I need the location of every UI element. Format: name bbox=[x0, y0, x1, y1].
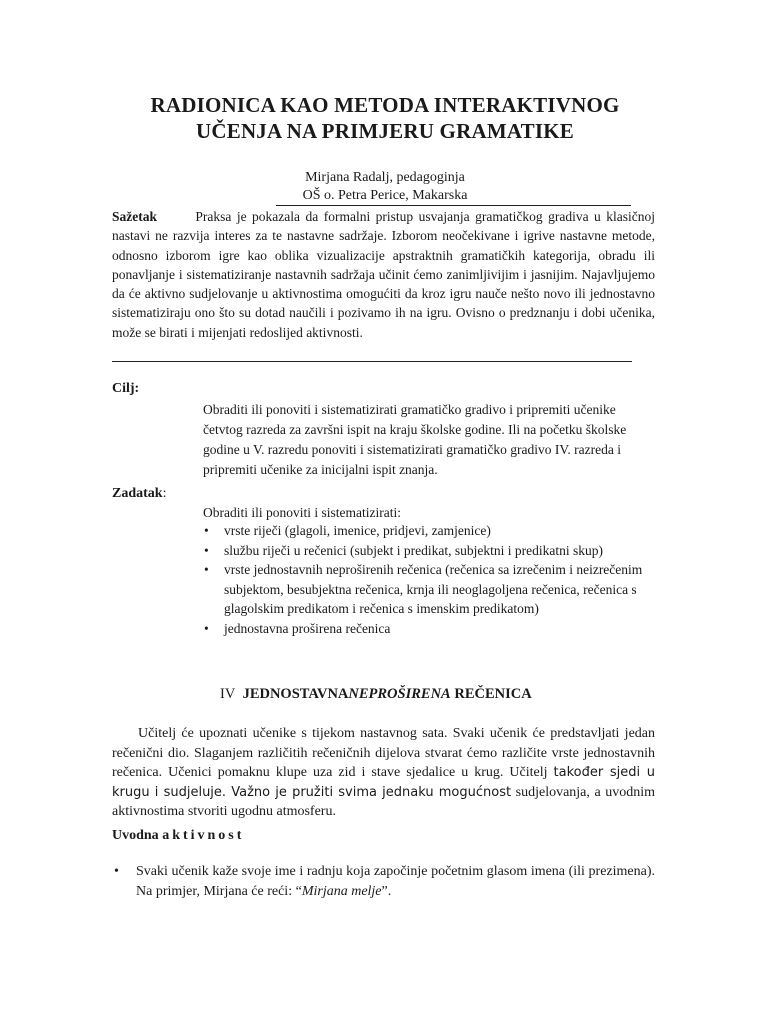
list-item-text: vrste jednostavnih neproširenih rečenica (rečenica sa izrečenim i neizrečenim subjektom, besubjektna rečenica, krnja ili neoglagoljena rečenica, rečenica s glagolskim predikatom i rečenica s imenskim predikatom) bbox=[224, 562, 643, 616]
bullet-icon: • bbox=[204, 562, 209, 577]
section-heading-part1: JEDNOSTAVNA bbox=[242, 686, 349, 702]
section-heading-part3: REČENICA bbox=[454, 686, 532, 702]
title-line-2: UČENJA NA PRIMJERU GRAMATIKE bbox=[196, 119, 574, 143]
abstract-text: Praksa je pokazala da formalni pristup usvajanja gramatičkog gradiva u klasičnoj nastavi ne razvija interes za te nastavne sadržaje. Izborom neočekivane i igrive nastavne metode, odnosno izborom igre kao oblika vizualizacije apstraktnih gramatičkih kategorija, obradu ili ponavljanje i sistematiziranje nastavnih sadržaja učinit ćemo zanimljivijim i jasnijim. Najavljujemo da će aktivno sudjelovanje u aktivnostima omogućiti da kroz igru nauče nešto novo ili jednostavno sistematiziraju ono što su dotad naučili i pozivamo ih na igru. Ovisno o predznanju i dobi učenika, može se birati i mijenjati redoslijed aktivnosti. bbox=[112, 209, 656, 340]
goal-text: Obraditi ili ponoviti i sistematizirati gramatičko gradivo i pripremiti učenike četvtog razreda za završni ispit na kraju školske godine. Ili na početku školske godine u V. razredu ponoviti i sistematizirati gramatičko gradivo IV. razreda i pripremiti učenike za inicijalni ispit znanja. bbox=[203, 402, 627, 477]
list-item-text: službu riječi u rečenici (subjekt i predikat, subjektni i predikatni skup) bbox=[224, 542, 604, 558]
body-paragraph bbox=[112, 724, 655, 822]
list-item bbox=[203, 560, 673, 619]
intro-activity-heading bbox=[112, 828, 244, 844]
intro-item-end: ”. bbox=[381, 884, 392, 899]
divider-top bbox=[276, 205, 631, 206]
author-name: Mirjana Radalj, pedagoginja bbox=[305, 170, 465, 185]
author-block bbox=[200, 169, 570, 205]
section-heading-part2: NEPROŠIRENA bbox=[348, 686, 451, 702]
school-name: OŠ o. Petra Perice, Makarska bbox=[302, 188, 468, 203]
paragraph-part-2: također sjedi u krugu i sudjeluje. Važno je pružiti svima jednaku mogućnost bbox=[112, 765, 655, 800]
task-intro: Obraditi ili ponoviti i sistematizirati: bbox=[203, 505, 401, 520]
bullet-icon: • bbox=[204, 542, 209, 558]
list-item bbox=[203, 521, 673, 541]
task-label bbox=[112, 486, 166, 502]
task-label-colon: : bbox=[162, 486, 167, 501]
intro-activity-item bbox=[112, 862, 655, 902]
list-item-text: jednostavna proširena rečenica bbox=[224, 620, 391, 636]
bullet-icon: • bbox=[204, 620, 209, 636]
abstract-label: Sažetak bbox=[112, 209, 157, 224]
intro-item-text: Svaki učenik kaže svoje ime i radnju koja započinje početnim glasom imena (ili prezimena). Na primjer, Mirjana će reći: “ bbox=[136, 864, 655, 899]
paragraph-part-3: sudjelovanja, a uvodnim aktivnostima stvoriti ugodnu atmosferu. bbox=[112, 784, 655, 819]
list-item bbox=[203, 541, 673, 561]
goal-label: Cilj: bbox=[112, 381, 140, 396]
title-line-1: RADIONICA KAO METODA INTERAKTIVNOG bbox=[150, 93, 620, 117]
section-heading bbox=[220, 686, 532, 703]
intro-activity-label-spaced: aktivnost bbox=[162, 828, 245, 843]
document-title bbox=[90, 92, 680, 144]
task-label-text: Zadatak bbox=[112, 486, 163, 501]
abstract-paragraph bbox=[112, 207, 655, 342]
task-list bbox=[203, 521, 673, 638]
paragraph-part-1: Učitelj će upoznati učenike s tijekom nastavnog sata. Svaki učenik će predstavljati jedan rečenični dio. Slaganjem različitih rečeničnih dijelova stvarat ćemo različite vrste jednostavnih rečenica. Učenici pomaknu klupe uza zid i stave sjedalice u krug. Učitelj bbox=[112, 726, 655, 780]
intro-activity-text bbox=[136, 862, 655, 902]
list-item bbox=[203, 619, 673, 639]
intro-item-example: Mirjana melje bbox=[301, 884, 382, 899]
list-item-text: vrste riječi (glagoli, imenice, pridjevi, zamjenice) bbox=[224, 523, 491, 538]
section-number: IV bbox=[220, 686, 236, 702]
intro-activity-label: Uvodna bbox=[112, 828, 159, 843]
bullet-icon: • bbox=[204, 523, 209, 538]
divider-abstract bbox=[112, 361, 632, 362]
bullet-icon: • bbox=[114, 864, 119, 879]
